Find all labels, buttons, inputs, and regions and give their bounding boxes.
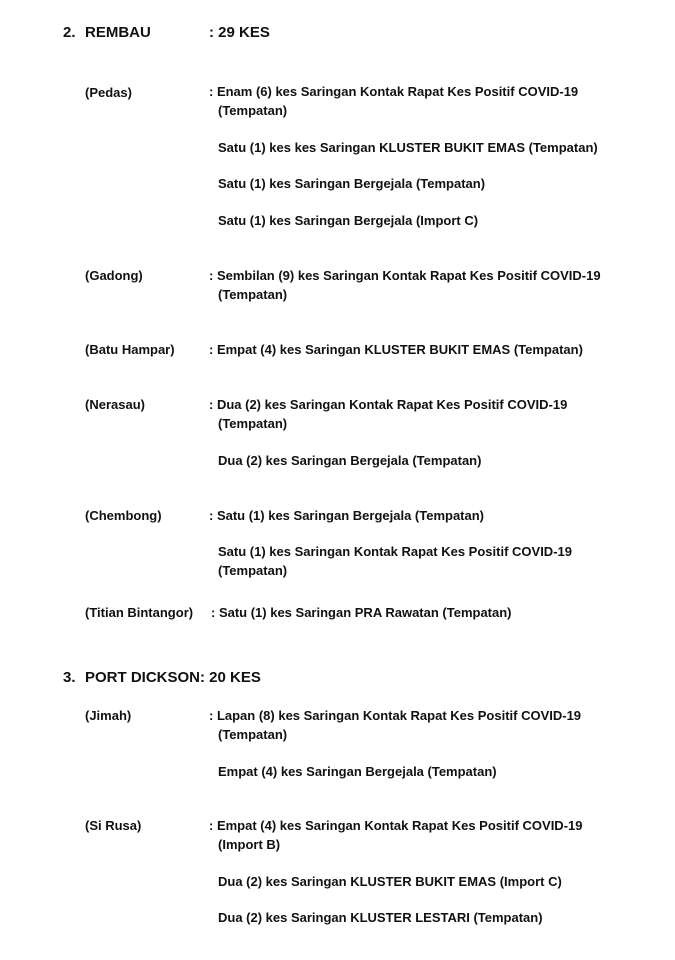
location-pedas: (Pedas) bbox=[85, 85, 132, 100]
location-gadong: (Gadong) bbox=[85, 268, 143, 283]
titian-bintangor-entry-1: : Satu (1) kes Saringan PRA Rawatan (Tempatan) bbox=[211, 605, 512, 620]
pedas-entry-4: Satu (1) kes Saringan Bergejala (Import C) bbox=[218, 213, 479, 228]
chembong-entry-2: Satu (1) kes Saringan Kontak Rapat Kes Positif COVID-19 bbox=[218, 544, 572, 559]
jimah-entry-1-cont: (Tempatan) bbox=[218, 727, 288, 742]
pedas-entry-3: Satu (1) kes Saringan Bergejala (Tempatan) bbox=[218, 176, 486, 191]
location-nerasau: (Nerasau) bbox=[85, 397, 145, 412]
batu-hampar-entry-1: : Empat (4) kes Saringan KLUSTER BUKIT EMAS (Tempatan) bbox=[209, 342, 583, 357]
si-rusa-entry-1: : Empat (4) kes Saringan Kontak Rapat Kes Positif COVID-19 bbox=[209, 818, 583, 833]
gadong-entry-1-cont: (Tempatan) bbox=[218, 287, 288, 302]
pedas-entry-2: Satu (1) kes kes Saringan KLUSTER BUKIT EMAS (Tempatan) bbox=[218, 140, 598, 155]
jimah-entry-2: Empat (4) kes Saringan Bergejala (Tempatan) bbox=[218, 764, 497, 779]
port-dickson-name: PORT DICKSON: 20 KES bbox=[85, 669, 261, 686]
nerasau-entry-1-cont: (Tempatan) bbox=[218, 416, 288, 431]
chembong-entry-1: : Satu (1) kes Saringan Bergejala (Tempatan) bbox=[209, 508, 484, 523]
nerasau-entry-1: : Dua (2) kes Saringan Kontak Rapat Kes Positif COVID-19 bbox=[209, 397, 568, 412]
rembau-number: 2. bbox=[63, 24, 76, 41]
location-jimah: (Jimah) bbox=[85, 708, 132, 723]
rembau-name: REMBAU bbox=[85, 24, 151, 41]
jimah-entry-1: : Lapan (8) kes Saringan Kontak Rapat Kes Positif COVID-19 bbox=[209, 708, 582, 723]
rembau-total: : 29 KES bbox=[209, 24, 270, 41]
location-titian-bintangor: (Titian Bintangor) bbox=[85, 605, 194, 620]
port-dickson-number: 3. bbox=[63, 669, 76, 686]
si-rusa-entry-3: Dua (2) kes Saringan KLUSTER LESTARI (Tempatan) bbox=[218, 910, 543, 925]
nerasau-entry-2: Dua (2) kes Saringan Bergejala (Tempatan) bbox=[218, 453, 482, 468]
pedas-entry-1-cont: (Tempatan) bbox=[218, 103, 288, 118]
location-batu-hampar: (Batu Hampar) bbox=[85, 342, 175, 357]
si-rusa-entry-2: Dua (2) kes Saringan KLUSTER BUKIT EMAS (Import C) bbox=[218, 874, 562, 889]
chembong-entry-2-cont: (Tempatan) bbox=[218, 563, 288, 578]
location-si-rusa: (Si Rusa) bbox=[85, 818, 142, 833]
gadong-entry-1: : Sembilan (9) kes Saringan Kontak Rapat Kes Positif COVID-19 bbox=[209, 268, 601, 283]
si-rusa-entry-1-cont: (Import B) bbox=[218, 837, 281, 852]
pedas-entry-1: : Enam (6) kes Saringan Kontak Rapat Kes Positif COVID-19 bbox=[209, 84, 579, 99]
location-chembong: (Chembong) bbox=[85, 508, 162, 523]
